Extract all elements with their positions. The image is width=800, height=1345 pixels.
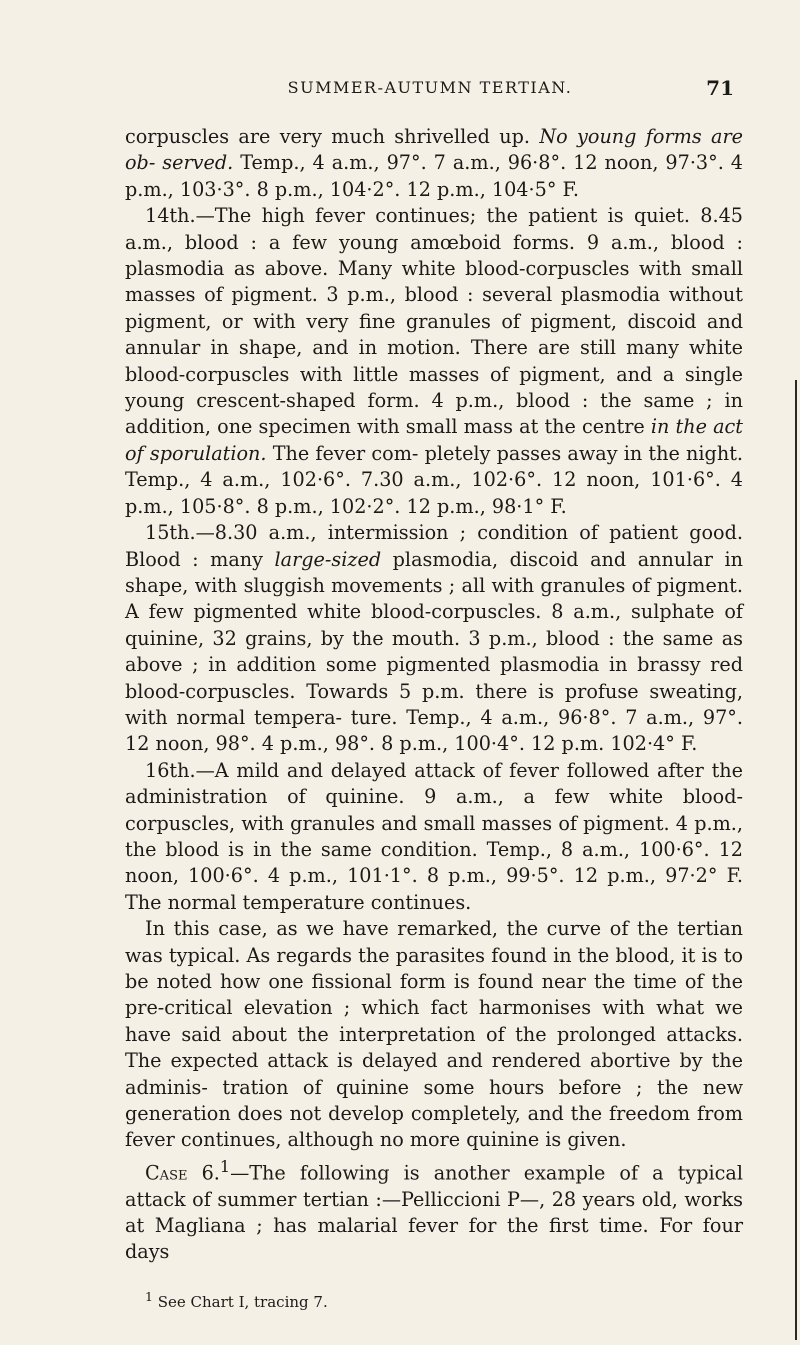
text-span: Temp., 4 a.m., 97°. 7 a.m., 96·8°. 12 noon, 97·3°. 4 p.m., 103·3°. 8 p.m., 104·2°. 12 p.m., 104·5° F. — [125, 151, 744, 201]
italic-span: No young forms are ob- served. — [125, 125, 743, 175]
italic-span: in the act of sporulation. — [125, 415, 743, 465]
italic-span: large-sized — [274, 547, 382, 571]
paragraph-16th: 16th.—A mild and delayed attack of fever followed after the administration of quinine. 9 a.m., a few white blood-corpuscles, with granules and small masses of pigment. 4 p.m., the blood is in the same condition. Temp., 8 a.m., 100·6°. 12 noon, 100·6°. 4 p.m., 101·1°. 8 p.m., 99·5°. 12 p.m., 97·2° F. The normal temperature continues. — [125, 758, 743, 914]
page-number: 71 — [706, 76, 734, 100]
paragraph-15th — [125, 520, 743, 758]
text-span: corpuscles are very much shrivelled up. — [125, 125, 540, 148]
paragraph-case-6 — [125, 1154, 743, 1266]
text-span: 15th.—8.30 a.m., intermission ; condition of patient good. Blood : many — [125, 521, 743, 571]
running-title: SUMMER-AUTUMN TERTIAN. — [287, 78, 573, 97]
text-span: 14th.—The high fever continues; the patient is quiet. 8.45 a.m., blood : a few young amœboid forms. 9 a.m., blood : plasmodia as above. Many white blood-corpuscles with small masses of pigment. 3 p.m., blood : several plasmodia without pigment, or with very fine granules of pigment, discoid and annular in shape, and in motion. There are still many white blood-corpuscles with little masses of pigment, and a single young crescent-shaped form. 4 p.m., blood : the same ; in addition, one specimen with small mass at the centre — [125, 204, 743, 439]
text-span: The fever com- pletely passes away in the night. Temp., 4 a.m., 102·6°. 7.30 a.m., 102·6°. 12 noon, 101·6°. 4 p.m., 105·8°. 8 p.m., 102·2°. 12 p.m., 98·1° F. — [125, 441, 743, 518]
paragraph-13th — [125, 124, 743, 203]
text-span: plasmodia, discoid and annular in shape, with sluggish movements ; all with granules of pigment. A few pigmented white blood-corpuscles. 8 a.m., sulphate of quinine, 32 grains, by the mouth. 3 p.m., blood : the same as above ; in addition some pigmented plasmodia in brassy red blood-corpuscles. Towards 5 p.m. there is profuse sweating, with normal tempera- ture. Temp., 4 a.m., 96·8°. 7 a.m., 97°. 12 noon, 98°. 4 p.m., 98°. 8 p.m., 100·4°. 12 p.m. 102·4° F. — [125, 547, 743, 756]
footnote-text: See Chart I, tracing 7. — [152, 1293, 328, 1311]
page-edge-rule — [795, 380, 797, 1340]
paragraph-14th — [125, 203, 743, 520]
footnote-marker: 1 — [219, 1156, 231, 1176]
case-number: 6. — [187, 1161, 220, 1185]
body-text — [125, 124, 743, 1266]
running-head — [120, 78, 740, 102]
text-span: —The following is another example of a typical attack of summer tertian :—Pelliccioni P—, 28 years old, works at Magliana ; has malarial fever for the first time. For four days — [125, 1161, 744, 1264]
footnote-mark: 1 — [145, 1289, 153, 1304]
paragraph-case-discussion: In this case, as we have remarked, the curve of the tertian was typical. As regards the parasites found in the blood, it is to be noted how one fissional form is found near the time of the pre-critical elevation ; which fact harmonises with what we have said about the interpretation of the prolonged attacks. The expected attack is delayed and rendered abortive by the adminis- tration of quinine some hours before ; the new generation does not develop completely, and the freedom from fever continues, although no more quinine is given. — [125, 917, 743, 1152]
case-label: Case — [145, 1161, 188, 1185]
footnote — [145, 1287, 645, 1312]
